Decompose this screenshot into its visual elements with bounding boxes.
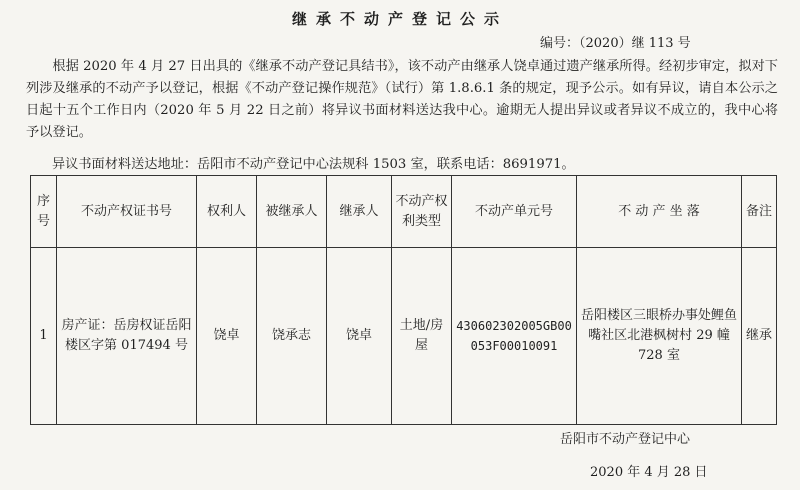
issuing-organization: 岳阳市不动产登记中心 xyxy=(560,432,691,447)
notice-paragraph: 根据 2020 年 4 月 27 日出具的《继承不动产登记具结书》，该不动产由继承人饶卓通过遗产继承所得。经初步审定，拟对下列涉及继承的不动产予以登记，根据《不动产登记操作规范》（试行）第 1.8.6.1 条的规定，现予公示。如有异议，请自本公示之日起十五个工作日内（2020 年 5 月 22 日之前）将异议书面材料送达我中心。逾期无人提出异议或者异议不成立的，我中心将予以登记。 xyxy=(26,59,778,140)
header-owner: 权利人 xyxy=(197,176,257,248)
header-right-type: 不动产权利类型 xyxy=(392,176,452,248)
cell-location: 岳阳楼区三眼桥办事处鲤鱼嘴社区北港枫树村 29 幢 728 室 xyxy=(577,248,742,425)
cell-unit-no: 430602302005GB00053F00010091 xyxy=(452,248,577,425)
property-table xyxy=(30,175,777,425)
header-decedent: 被继承人 xyxy=(257,176,327,248)
document-number: 编号：（2020）继 113 号 xyxy=(540,36,691,51)
notice-title: 继承不动产登记公示 xyxy=(291,10,508,28)
table-header-row xyxy=(31,176,777,248)
issue-date: 2020 年 4 月 28 日 xyxy=(590,465,708,480)
cell-remark: 继承 xyxy=(742,248,777,425)
header-cert-no: 不动产权证书号 xyxy=(57,176,197,248)
header-unit-no: 不动产单元号 xyxy=(452,176,577,248)
cell-seq: 1 xyxy=(31,248,57,425)
cell-right-type: 土地/房屋 xyxy=(392,248,452,425)
header-heir: 继承人 xyxy=(327,176,392,248)
cell-cert-no: 房产证：岳房权证岳阳楼区字第 017494 号 xyxy=(57,248,197,425)
objection-address: 异议书面材料送达地址：岳阳市不动产登记中心法规科 1503 室，联系电话：8691971。 xyxy=(52,157,575,172)
table-row xyxy=(31,248,777,425)
header-location: 不 动 产 坐 落 xyxy=(577,176,742,248)
header-seq: 序号 xyxy=(31,176,57,248)
cell-owner: 饶卓 xyxy=(197,248,257,425)
cell-heir: 饶卓 xyxy=(327,248,392,425)
cell-decedent: 饶承志 xyxy=(257,248,327,425)
header-remark: 备注 xyxy=(742,176,777,248)
